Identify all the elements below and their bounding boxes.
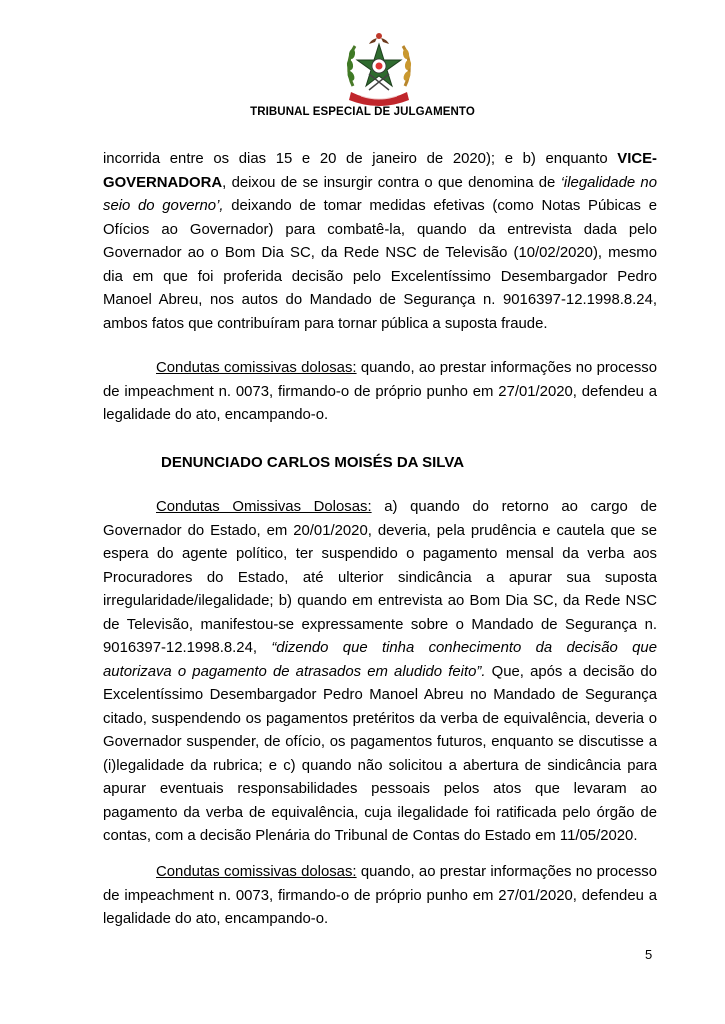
section-heading: DENUNCIADO CARLOS MOISÉS DA SILVA [161, 454, 465, 471]
p4-text: quando, ao prestar informações no processo de impeachment n. 0073, firmando-o de próprio punho em 27/01/2020, defendeu a legalidade do ato, encampando-o. [103, 864, 657, 927]
paragraph-commissive-conduct-2 [103, 861, 657, 932]
p1-italic-quote: ‘ilegalidade no seio do governo’, [103, 174, 657, 214]
p3-italic-quote: “dizendo que tinha conhecimento da decisão que autorizava o pagamento de atrasados em aludido feito”. [103, 640, 657, 680]
paragraph-omissive-conduct [103, 496, 657, 849]
p2-underlined-label: Condutas comissivas dolosas: [156, 360, 357, 376]
p1-text-3: deixando de tomar medidas efetivas (como Notas Púbicas e Ofícios ao Governador) para combatê-la, quando da entrevista dada pelo Governador ao o Bom Dia SC, da Rede NSC de Televisão (10/02/2020), mesmo dia em que foi proferida decisão pelo Excelentíssimo Desembargador Pedro Manoel Abreu, nos autos do Mandado de Segurança n. 9016397-12.1998.8.24, ambos fatos que contribuíram para tornar pública a suposta fraude. [103, 198, 657, 332]
page-number: 5 [645, 947, 653, 962]
p1-text-1: incorrida entre os dias 15 e 20 de janeiro de 2020); e b) enquanto [103, 151, 618, 167]
p3-text-2: Que, após a decisão do Excelentíssimo Desembargador Pedro Manoel Abreu no Mandado de Segurança citado, suspendendo os pagamentos pretéritos da verba de equivalência, deveria o Governador suspender, de ofício, os pagamentos futuros, enquanto se discutisse a (i)legalidade da rubrica; e c) quando não solicitou a abertura de sindicância para apurar eventuais responsabilidades pessoais pelos atos que levaram ao pagamento da verba de equivalência, cuja ilegalidade foi ratificada pelo órgão de contas, com a decisão Plenária do Tribunal de Contas do Estado em 11/05/2020. [103, 663, 657, 844]
p1-bold-vice-governadora: VICE-GOVERNADORA [103, 151, 657, 191]
p3-text-1: a) quando do retorno ao cargo de Governador do Estado, em 20/01/2020, deveria, pela prudência e cautela que se espera do agente político, ter suspendido o pagamento mensal da verba aos Procuradores do Estado, até ulterior sindicância a apurar sua suposta irregularidade/ilegalidade; b) quando em entrevista ao Bom Dia SC, da Rede NSC de Televisão, manifestou-se expressamente sobre o Mandado de Segurança n. 9016397-12.1998.8.24, [103, 499, 657, 656]
court-name: TRIBUNAL ESPECIAL DE JULGAMENTO [250, 106, 475, 118]
p2-text: quando, ao prestar informações no processo de impeachment n. 0073, firmando-o de próprio punho em 27/01/2020, defendeu a legalidade do ato, encampando-o. [103, 360, 657, 423]
paragraph-vice-governor [103, 148, 657, 336]
p1-text-2: , deixou de se insurgir contra o que denomina de [222, 174, 561, 191]
p4-underlined-label: Condutas comissivas dolosas: [156, 864, 357, 880]
paragraph-commissive-conduct-1 [103, 357, 657, 428]
state-coat-of-arms-icon [343, 30, 415, 106]
p3-underlined-label: Condutas Omissivas Dolosas: [156, 499, 372, 515]
